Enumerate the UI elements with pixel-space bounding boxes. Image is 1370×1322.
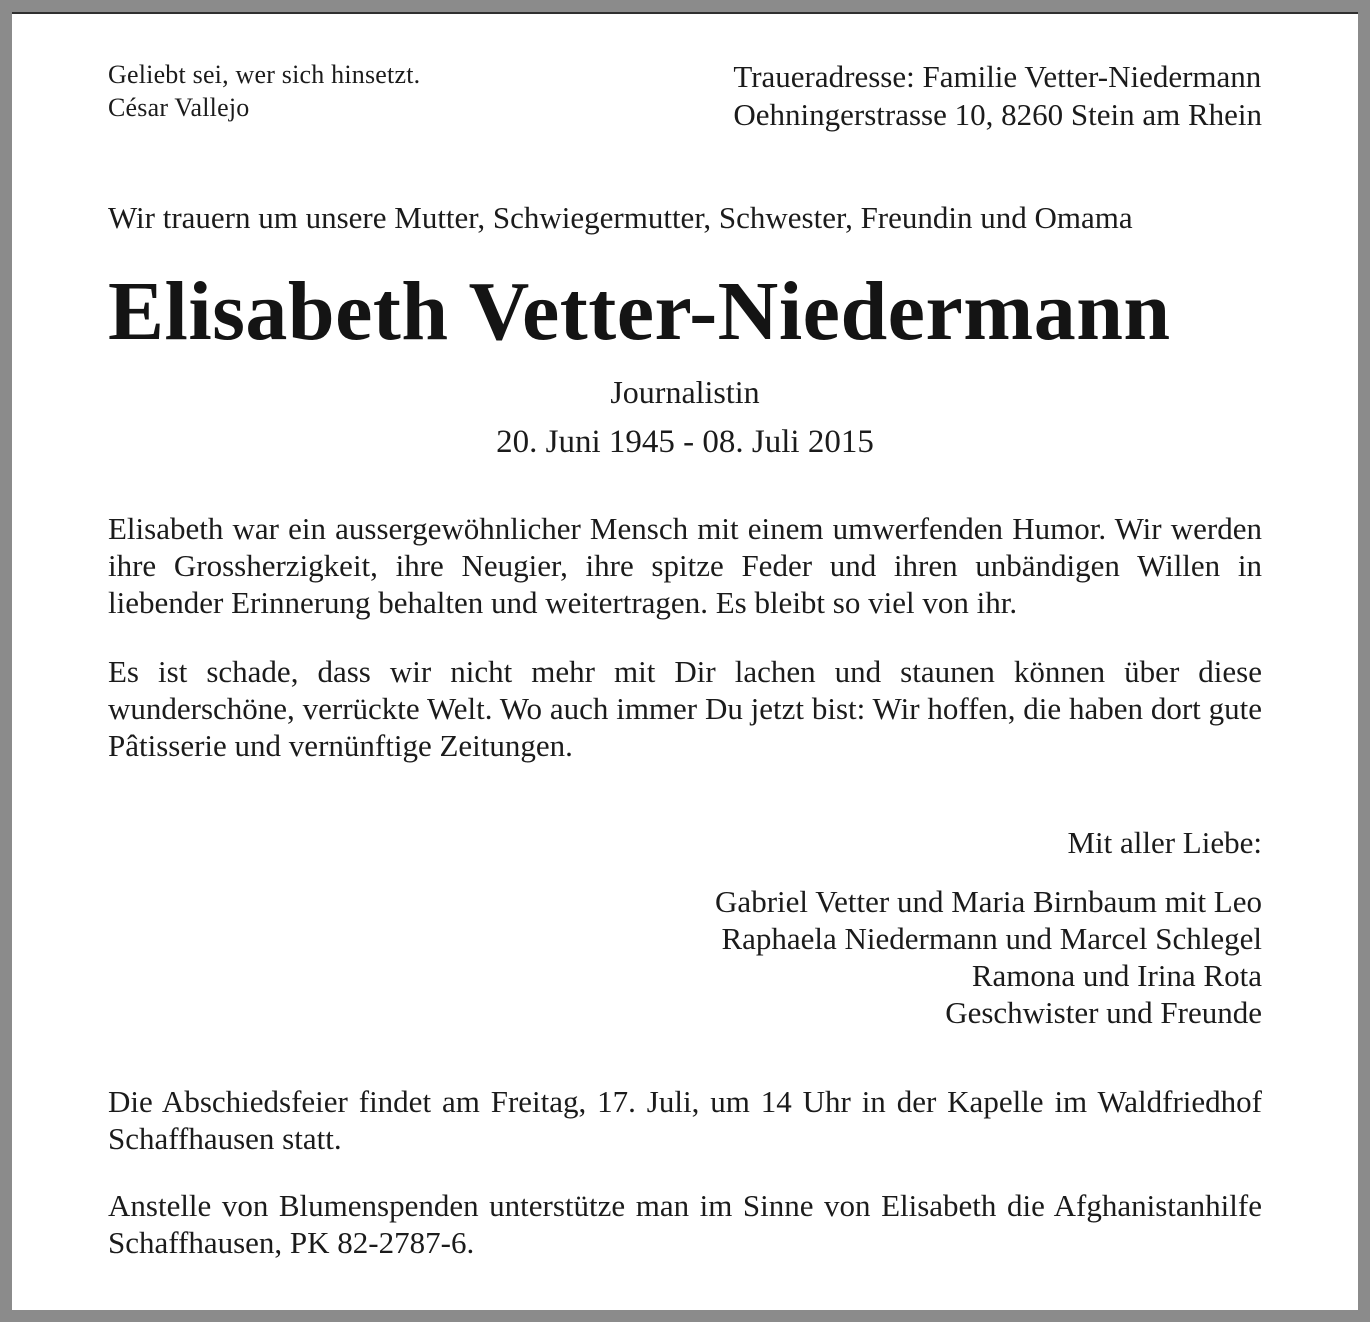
family-member-line: Raphaela Niedermann und Marcel Schlegel [721,921,1262,956]
memorial-paragraph-2: Es ist schade, dass wir nicht mehr mit Dir lachen und staunen können über diese wunderschöne, verrückte Welt. Wo auch immer Du jetzt bist: Wir hoffen, die haben dort gute Pâtisserie und vernünftige Zeitungen. [108,654,1262,763]
epigraph-author: César Vallejo [108,93,250,122]
family-list [108,883,1262,1031]
family-member-line: Ramona und Irina Rota [971,958,1262,993]
closing-salutation: Mit aller Liebe: [1067,825,1262,860]
notice-content [12,12,1358,1301]
mourning-address [733,58,1262,134]
deceased-name: Elisabeth Vetter-Niedermann [108,265,1171,358]
family-member-line: Geschwister und Freunde [945,995,1262,1030]
profession: Journalistin [610,374,760,410]
epigraph-text: Geliebt sei, wer sich hinsetzt. [108,60,421,89]
funeral-info: Die Abschiedsfeier findet am Freitag, 17. Juli, um 14 Uhr in der Kapelle im Waldfriedhof Schaffhausen statt. [108,1084,1262,1156]
header-row [108,58,1262,134]
epigraph [108,58,420,124]
family-member-line: Gabriel Vetter und Maria Birnbaum mit Leo [715,884,1262,919]
life-dates: 20. Juni 1945 - 08. Juli 2015 [496,424,874,460]
intro-text: Wir trauern um unsere Mutter, Schwiegermutter, Schwester, Freundin und Omama [108,200,1133,235]
donation-info: Anstelle von Blumenspenden unterstütze man im Sinne von Elisabeth die Afghanistanhilfe Schaffhausen, PK 82-2787-6. [108,1188,1262,1260]
memorial-paragraph-1: Elisabeth war ein aussergewöhnlicher Mensch mit einem umwerfenden Humor. Wir werden ihre Grossherzigkeit, ihre Neugier, ihre spitze Feder und ihren unbändigen Willen in liebender Erinnerung behalten und weitertragen. Es bleibt so viel von ihr. [108,511,1262,620]
mourning-address-line2: Oehningerstrasse 10, 8260 Stein am Rhein [733,97,1262,132]
mourning-address-line1: Traueradresse: Familie Vetter-Niedermann [733,59,1262,94]
